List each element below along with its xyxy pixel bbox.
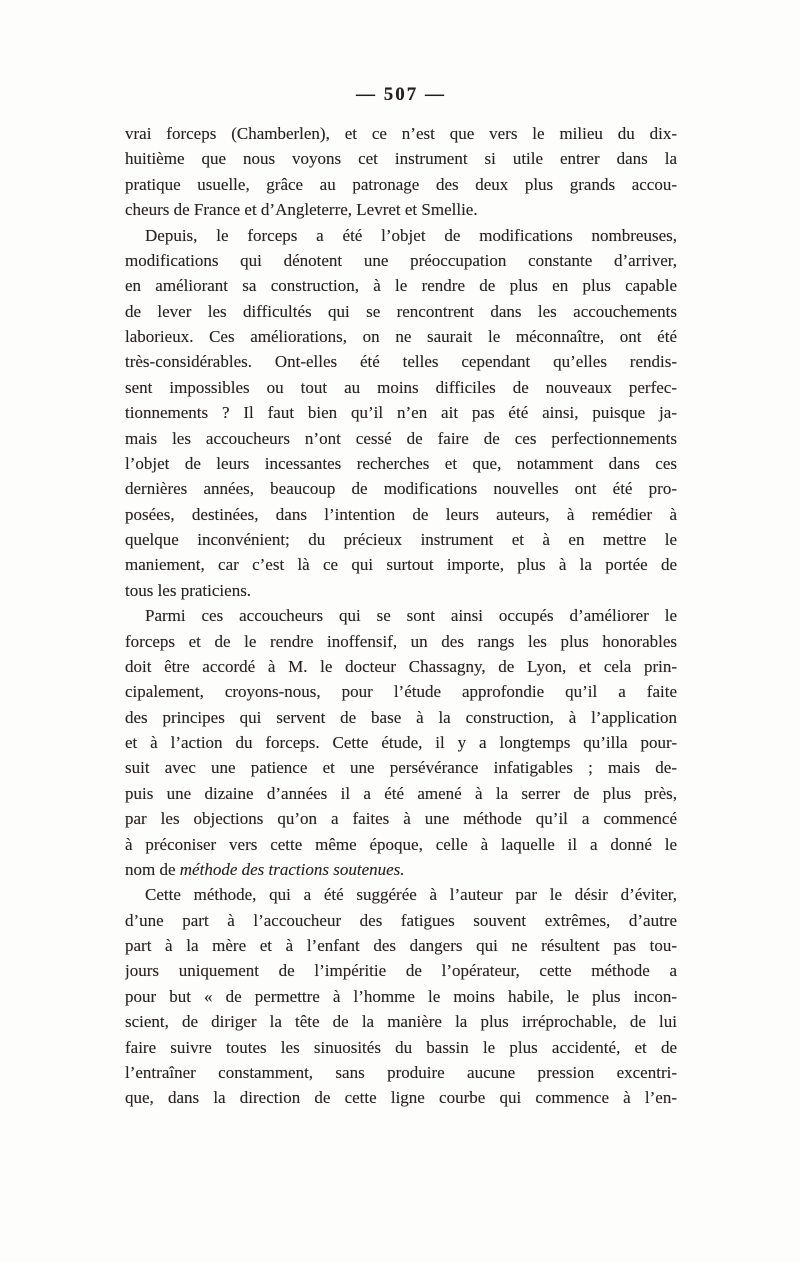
text-line: jours uniquement de l’impéritie de l’opérateur, cette méthode a [125,961,677,981]
text-line: vrai forceps (Chamberlen), et ce n’est que vers le milieu du dix- [125,124,677,143]
text-line: pour but « de permettre à l’homme le moins habile, le plus incon- [125,986,677,1006]
text-line: que, dans la direction de cette ligne courbe qui commence à l’en- [125,1088,677,1108]
text-line: posées, destinées, dans l’intention de leurs auteurs, à remédier à [125,504,677,524]
paragraph [125,882,677,1110]
text-line: Depuis, le forceps a été l’objet de modifications nombreuses, [145,225,677,245]
text-line: l’entraîner constamment, sans produire aucune pression excentri- [125,1062,677,1082]
text-line: modifications qui dénotent une préoccupation constante d’arriver, [125,250,677,270]
text-line: puis une dizaine d’années il a été amené à la serrer de plus près, [125,783,677,803]
text-line: tous les praticiens. [125,580,252,600]
text-line: sent impossibles ou tout au moins difficiles de nouveaux perfec- [125,377,677,397]
text-line: maniement, car c’est là ce qui surtout importe, plus à la portée de [125,555,677,575]
text-line: huitième que nous voyons cet instrument si utile entrer dans la [125,149,677,169]
text-line: par les objections qu’on a faites à une méthode qu’il a commencé [125,809,677,829]
text-segment-italic: méthode des tractions soutenues. [179,859,405,879]
text-segment: nom de [125,859,180,879]
text-line: scient, de diriger la tête de la manière la plus irréprochable, de lui [125,1012,677,1032]
text-line: Cette méthode, qui a été suggérée à l’auteur par le désir d’éviter, [145,885,677,905]
paragraph [125,223,677,604]
text-line: suit avec une patience et une persévérance infatigables ; mais de- [125,758,677,778]
text-line: et à l’action du forceps. Cette étude, il y a longtemps qu’illa pour- [125,733,677,752]
text-line: tionnements ? Il faut bien qu’il n’en ait pas été ainsi, puisque ja- [125,403,677,423]
text-line: dernières années, beaucoup de modifications nouvelles ont été pro- [125,479,677,499]
text-line: faire suivre toutes les sinuosités du bassin le plus accidenté, et de [125,1037,677,1057]
text-line: forceps et de le rendre inoffensif, un des rangs les plus honorables [125,631,677,651]
text-line: à préconiser vers cette même époque, celle à laquelle il a donné le [125,834,677,854]
text-line: doit être accordé à M. le docteur Chassagny, de Lyon, et cela prin- [125,656,677,676]
text-line: quelque inconvénient; du précieux instrument et à en mettre le [125,530,677,549]
text-line: très-considérables. Ont-elles été telles cependant qu’elles rendis- [125,352,677,372]
text-line: part à la mère et à l’enfant des dangers qui ne résultent pas tou- [125,936,677,955]
paragraph [125,121,677,223]
text-line: Parmi ces accoucheurs qui se sont ainsi occupés d’améliorer le [145,606,677,626]
text-line: d’une part à l’accoucheur des fatigues souvent extrêmes, d’autre [125,910,677,930]
text-line: l’objet de leurs incessantes recherches et que, notamment dans ces [125,453,677,473]
text-line: de lever les difficultés qui se rencontrent dans les accouchements [125,301,677,321]
text-block [125,121,677,1111]
text-line: mais les accoucheurs n’ont cessé de faire de ces perfectionnements [125,428,677,448]
text-line: cipalement, croyons-nous, pour l’étude approfondie qu’il a faite [125,682,677,702]
text-line: des principes qui servent de base à la construction, à l’application [125,707,677,727]
text-line [125,857,677,882]
text-line: pratique usuelle, grâce au patronage des deux plus grands accou- [125,174,677,194]
page-number: — 507 — [356,84,446,105]
paragraph [125,603,677,882]
text-line: laborieux. Ces améliorations, on ne saurait le méconnaître, ont été [125,327,677,346]
text-line: en améliorant sa construction, à le rendre de plus en plus capable [125,276,677,296]
text-line: cheurs de France et d’Angleterre, Levret et Smellie. [125,200,478,220]
